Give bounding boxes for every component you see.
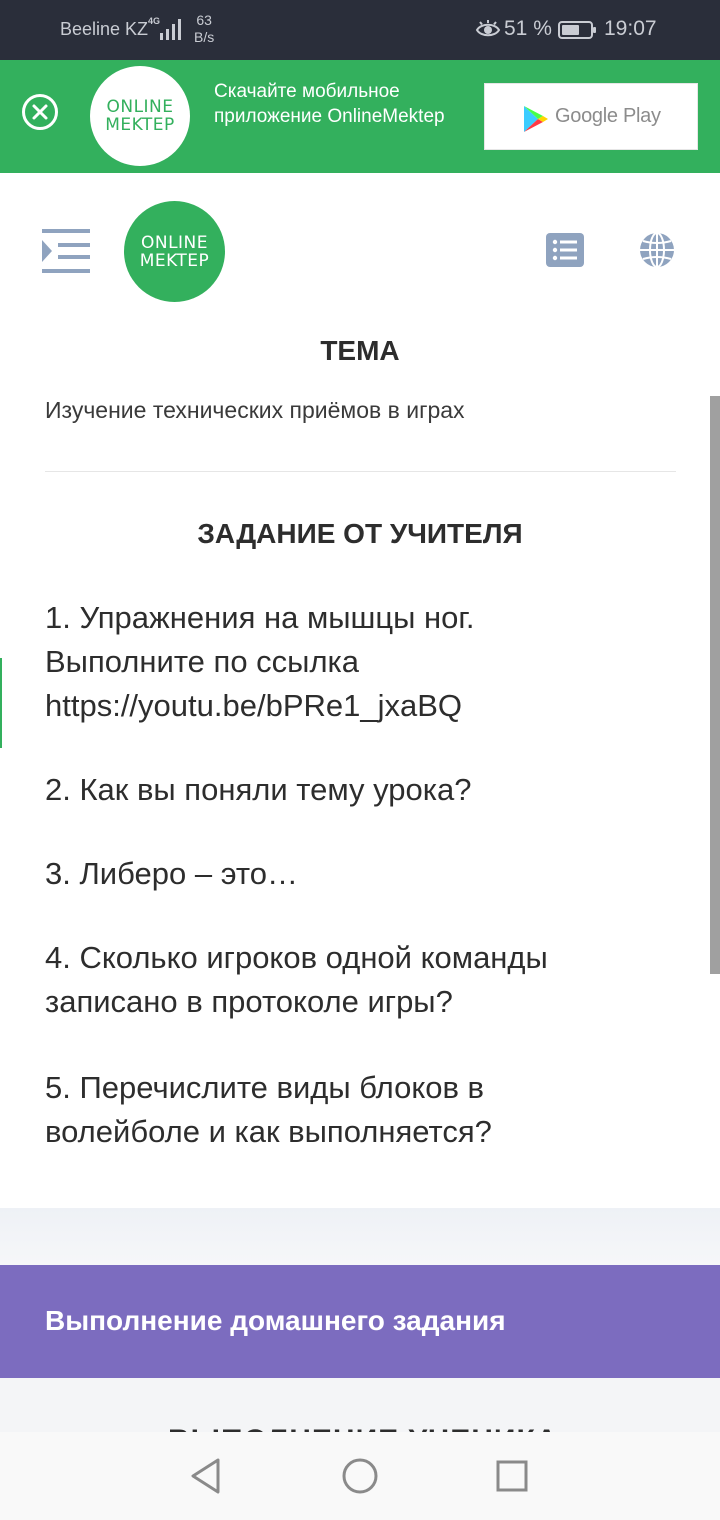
assignment-item-3 — [45, 852, 685, 896]
assignment-item-text: 2. Как вы поняли тему урока? — [45, 772, 472, 807]
list-icon[interactable] — [546, 233, 584, 267]
site-logo[interactable] — [124, 201, 225, 302]
menu-indent-icon[interactable] — [42, 227, 92, 275]
topic-text: Изучение технических приёмов в играх — [45, 397, 465, 423]
card-separator — [0, 1208, 720, 1265]
assignment-link[interactable]: https://youtu.be/bPRe1_jxaBQ — [45, 688, 463, 723]
close-icon — [32, 104, 48, 120]
battery-icon — [558, 20, 598, 40]
site-logo-line2: MEKTEP — [139, 251, 210, 271]
battery-percent: 51 % — [504, 17, 552, 40]
banner-logo — [90, 66, 190, 166]
signal-icon — [158, 18, 184, 40]
globe-icon[interactable] — [638, 231, 676, 269]
carrier-name: Beeline KZ — [60, 19, 149, 39]
eye-comfort-icon — [476, 20, 500, 40]
homework-section-header[interactable] — [0, 1265, 720, 1378]
assignment-item-text: 1. Упражнения на мышцы ног. — [45, 600, 475, 635]
assignment-item-text: записано в протоколе игры? — [45, 984, 453, 1019]
site-header — [0, 173, 720, 318]
assignment-item-text: 3. Либеро – это… — [45, 856, 298, 891]
banner-logo-line2: MEKTEP — [105, 115, 175, 135]
assignment-item-text: Выполните по ссылка — [45, 644, 360, 679]
promo-text: Скачайте мобильное приложение OnlineMektep — [214, 81, 445, 127]
network-speed — [194, 12, 214, 46]
assignment-item-2 — [45, 768, 685, 812]
back-icon[interactable] — [188, 1457, 224, 1495]
clock: 19:07 — [604, 17, 657, 40]
speed-unit: B/s — [194, 29, 215, 45]
google-play-button[interactable] — [484, 83, 698, 150]
google-play-label: Google Play — [555, 105, 661, 127]
assignment-item-5 — [45, 1066, 685, 1154]
assignment-item-text: волейболе и как выполняется? — [45, 1114, 492, 1149]
student-section-peek — [0, 1378, 720, 1438]
assignment-heading: ЗАДАНИЕ ОТ УЧИТЕЛЯ — [197, 518, 523, 549]
home-icon[interactable] — [341, 1457, 379, 1495]
homework-label: Выполнение домашнего задания — [45, 1305, 506, 1336]
assignment-item-4 — [45, 936, 685, 1024]
topic-heading: ТЕМА — [320, 335, 400, 366]
app-promo-banner — [0, 60, 720, 173]
network-type-badge: 4G — [148, 16, 161, 26]
assignment-item-text: 5. Перечислите виды блоков в — [45, 1070, 485, 1105]
assignment-item-text: 4. Сколько игроков одной команды — [45, 940, 548, 975]
banner-logo-line1: ONLINE — [106, 97, 174, 117]
side-accent-bar — [0, 658, 2, 748]
divider — [45, 471, 676, 472]
recent-apps-icon[interactable] — [495, 1459, 529, 1493]
google-play-icon — [523, 105, 549, 133]
speed-value: 63 — [196, 12, 212, 28]
site-logo-line1: ONLINE — [140, 233, 209, 253]
scrollbar[interactable] — [710, 396, 720, 974]
close-banner-button[interactable] — [22, 94, 58, 130]
status-bar — [0, 0, 720, 60]
system-nav-bar — [0, 1432, 720, 1520]
assignment-item-1 — [45, 596, 685, 728]
